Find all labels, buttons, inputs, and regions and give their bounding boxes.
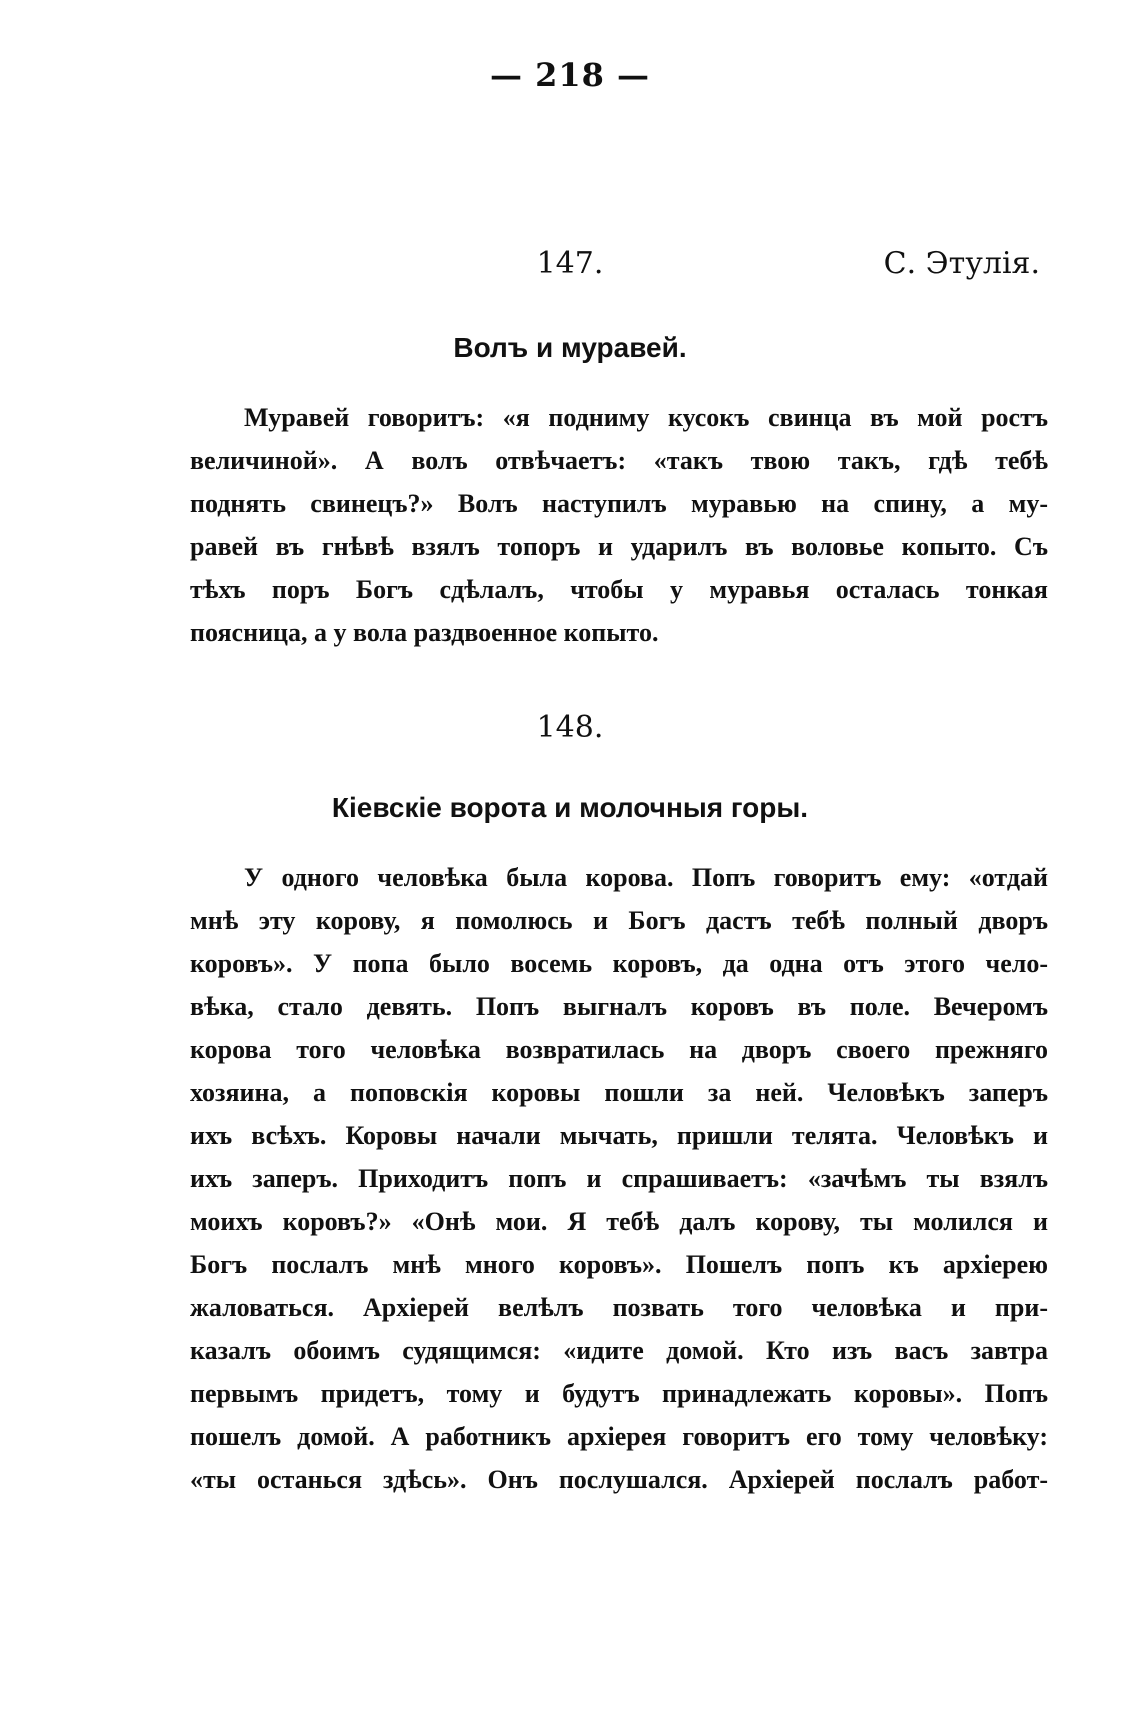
text-line: Муравей говоритъ: «я подниму кусокъ свинца въ мой ростъ bbox=[244, 403, 1048, 432]
text-line: величиной». А волъ отвѣчаетъ: «такъ твою такъ, гдѣ тебѣ bbox=[190, 446, 1048, 475]
text-line: моихъ коровъ?» «Онѣ мои. Я тебѣ далъ корову, ты молился и bbox=[190, 1207, 1048, 1236]
text-line: жаловаться. Архіерей велѣлъ позвать того человѣка и при- bbox=[190, 1293, 1048, 1322]
story-title: Кіевскіе ворота и молочныя горы. bbox=[331, 792, 809, 823]
text-line: У одного человѣка была корова. Попъ говоритъ ему: «отдай bbox=[244, 863, 1048, 892]
story-number: 148. bbox=[536, 710, 604, 745]
text-line: мнѣ эту корову, я помолюсь и Богъ дастъ тебѣ полный дворъ bbox=[190, 906, 1048, 935]
story-147-header bbox=[0, 246, 1140, 290]
story-148-header bbox=[0, 710, 1140, 754]
text-line: «ты останься здѣсь». Онъ послушался. Архіерей послалъ работ- bbox=[190, 1465, 1048, 1494]
text-line: равей въ гнѣвѣ взялъ топоръ и ударилъ въ воловье копыто. Съ bbox=[190, 532, 1048, 561]
text-line: коровъ». У попа было восемь коровъ, да одна отъ этого чело- bbox=[190, 949, 1048, 978]
text-line: Богъ послалъ мнѣ много коровъ». Пошелъ попъ къ архіерею bbox=[190, 1250, 1048, 1279]
story-body bbox=[190, 396, 1048, 654]
text-line: тѣхъ поръ Богъ сдѣлалъ, чтобы у муравья осталась тонкая bbox=[190, 575, 1048, 604]
text-line: первымъ придетъ, тому и будутъ принадлежать коровы». Попъ bbox=[190, 1379, 1048, 1408]
text-line: ихъ всѣхъ. Коровы начали мычать, пришли телята. Человѣкъ и bbox=[190, 1121, 1048, 1150]
story-number: 147. bbox=[536, 246, 604, 281]
page-number: — 218 — bbox=[489, 56, 651, 94]
text-line: ихъ заперъ. Приходитъ попъ и спрашиваетъ: «зачѣмъ ты взялъ bbox=[190, 1164, 1048, 1193]
story-body bbox=[190, 856, 1048, 1501]
text-line: корова того человѣка возвратилась на дворъ своего прежняго bbox=[190, 1035, 1048, 1064]
text-line: поднять свинецъ?» Волъ наступилъ муравью на спину, а му- bbox=[190, 489, 1048, 518]
text-line: пошелъ домой. А работникъ архіерея говоритъ его тому человѣку: bbox=[190, 1422, 1048, 1451]
text-line: поясница, а у вола раздвоенное копыто. bbox=[190, 618, 659, 647]
story-place: С. Этулія. bbox=[883, 246, 1040, 281]
text-line: казалъ обоимъ судящимся: «идите домой. Кто изъ васъ завтра bbox=[190, 1336, 1048, 1365]
story-title: Волъ и муравей. bbox=[453, 332, 687, 363]
text-line: хозяина, а поповскія коровы пошли за ней. Человѣкъ заперъ bbox=[190, 1078, 1048, 1107]
text-line: вѣка, стало девять. Попъ выгналъ коровъ въ поле. Вечеромъ bbox=[190, 992, 1048, 1021]
